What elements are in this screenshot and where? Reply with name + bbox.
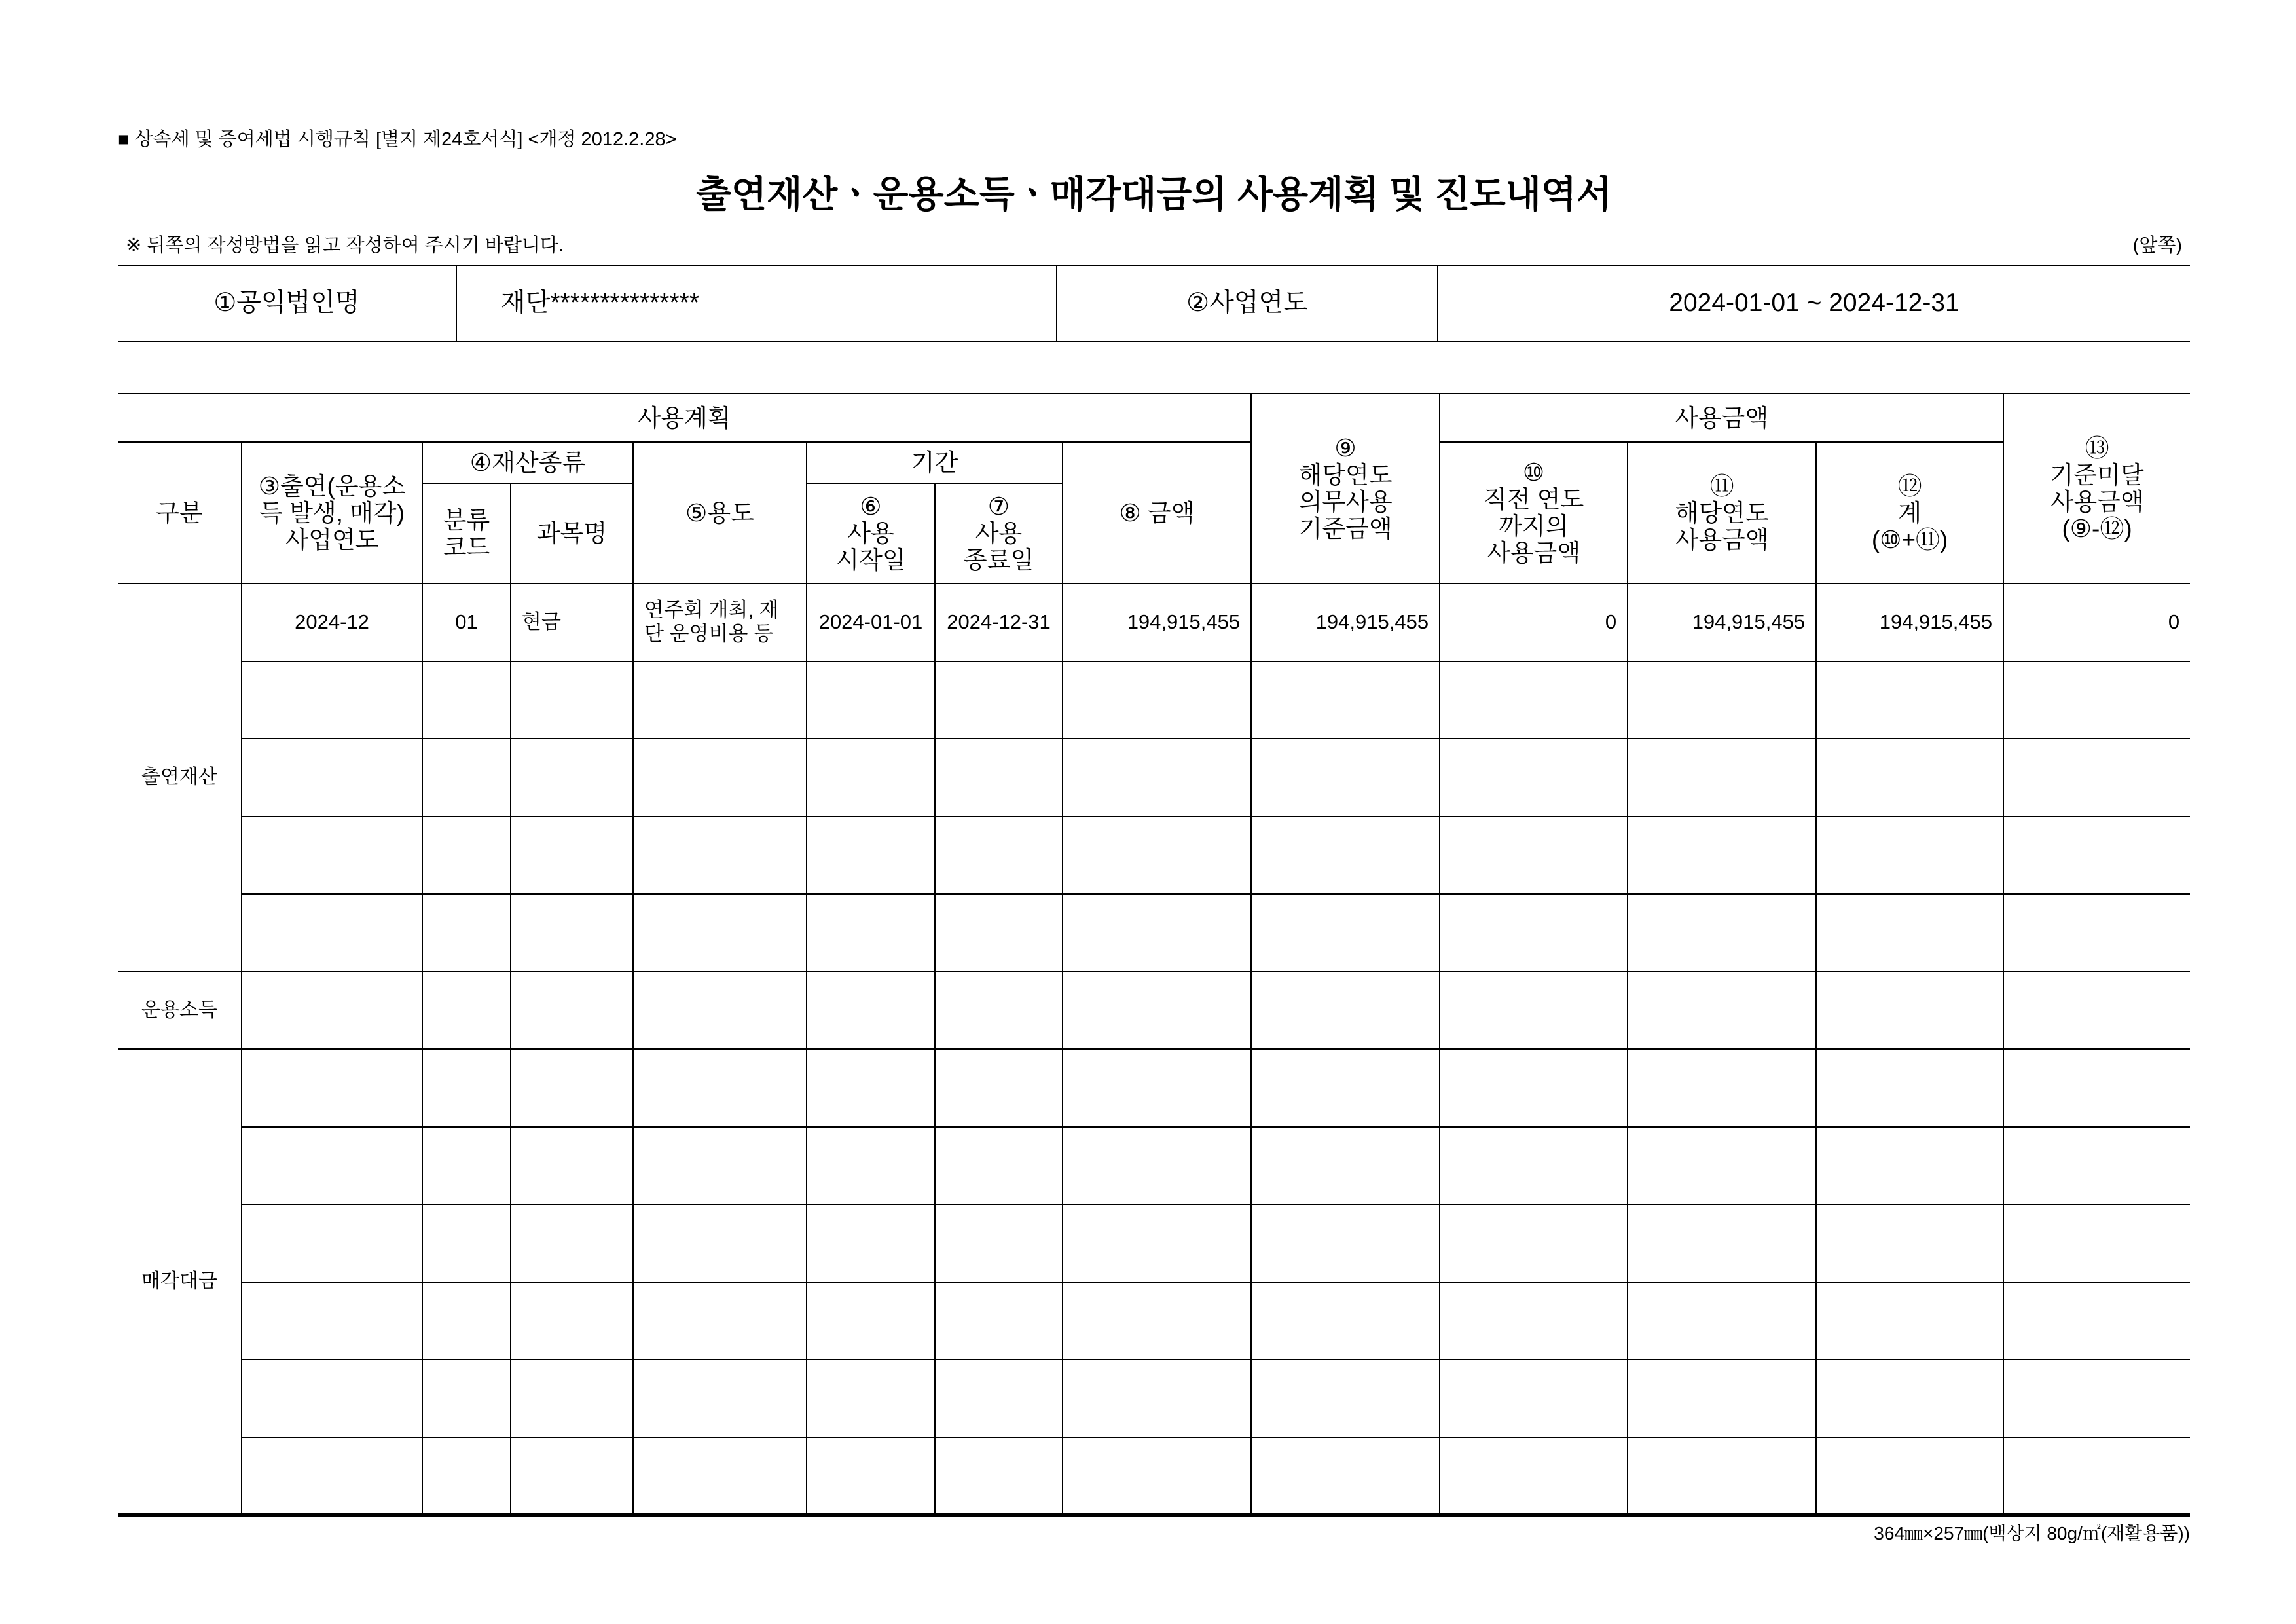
total-used-cell (1816, 1127, 2003, 1205)
table-row (118, 1437, 2190, 1515)
org-name-value: 재단*************** (456, 265, 1057, 341)
table-row (118, 661, 2190, 739)
prior-used-cell (1440, 739, 1628, 817)
amount-cell (1063, 661, 1251, 739)
info-table (118, 265, 2190, 342)
table-header (118, 394, 2190, 583)
start-date-cell (807, 739, 935, 817)
end-date-cell (935, 661, 1063, 739)
start-date-cell (807, 894, 935, 972)
purpose-cell (633, 1437, 807, 1515)
prior-used-cell (1440, 817, 1628, 895)
purpose-cell (633, 739, 807, 817)
class-code-cell (422, 1437, 511, 1515)
shortfall-cell (2003, 1282, 2190, 1360)
prior-used-cell (1440, 1282, 1628, 1360)
table-row (118, 817, 2190, 895)
table-row (118, 1049, 2190, 1127)
table-body (118, 583, 2190, 1515)
table-row (118, 1359, 2190, 1437)
year-cell (242, 1282, 422, 1360)
class-code-cell (422, 661, 511, 739)
start-date-cell (807, 1127, 935, 1205)
fiscal-year-value: 2024-01-01 ~ 2024-12-31 (1438, 265, 2190, 341)
shortfall-cell (2003, 661, 2190, 739)
account-name-cell (511, 661, 633, 739)
required-amount-cell (1251, 817, 1440, 895)
current-used-cell (1628, 1127, 1816, 1205)
account-name-cell (511, 1204, 633, 1282)
required-amount-cell (1251, 972, 1440, 1050)
year-cell (242, 1437, 422, 1515)
purpose-cell (633, 972, 807, 1050)
shortfall-cell (2003, 1204, 2190, 1282)
class-code-cell (422, 1359, 511, 1437)
end-date-cell (935, 739, 1063, 817)
shortfall-cell (2003, 739, 2190, 817)
total-used-header: ⑫ 계 (⑩+⑪) (1816, 442, 2003, 583)
required-amount-cell (1251, 1359, 1440, 1437)
instruction-notice: ※ 뒤쪽의 작성방법을 읽고 작성하여 주시기 바랍니다. (126, 235, 564, 256)
current-used-header: ⑪ 해당연도 사용금액 (1628, 442, 1816, 583)
purpose-cell: 연주회 개최, 재 단 운영비용 등 (633, 583, 807, 661)
year-cell (242, 1204, 422, 1282)
purpose-cell (633, 894, 807, 972)
table-row (118, 739, 2190, 817)
current-used-cell (1628, 1049, 1816, 1127)
shortfall-cell (2003, 972, 2190, 1050)
year-cell: 2024-12 (242, 583, 422, 661)
class-code-cell (422, 817, 511, 895)
shortfall-cell (2003, 1127, 2190, 1205)
current-used-cell (1628, 972, 1816, 1050)
end-date-cell (935, 894, 1063, 972)
year-cell (242, 1049, 422, 1127)
shortfall-cell: 0 (2003, 583, 2190, 661)
start-date-cell (807, 972, 935, 1050)
total-used-cell (1816, 739, 2003, 817)
class-code-cell (422, 739, 511, 817)
start-date-cell (807, 1282, 935, 1360)
total-used-cell (1816, 894, 2003, 972)
amount-cell (1063, 1282, 1251, 1360)
class-code-cell: 01 (422, 583, 511, 661)
end-date-cell: 2024-12-31 (935, 583, 1063, 661)
start-date-cell: 2024-01-01 (807, 583, 935, 661)
start-date-cell (807, 1049, 935, 1127)
purpose-cell (633, 1204, 807, 1282)
year-cell (242, 1359, 422, 1437)
amount-header: ⑧ 금액 (1063, 442, 1251, 583)
shortfall-cell (2003, 1437, 2190, 1515)
class-code-cell (422, 894, 511, 972)
class-code-cell (422, 1127, 511, 1205)
start-date-cell (807, 817, 935, 895)
total-used-cell (1816, 1049, 2003, 1127)
class-code-cell (422, 1049, 511, 1127)
required-amount-cell (1251, 1437, 1440, 1515)
shortfall-cell (2003, 1049, 2190, 1127)
amount-cell (1063, 1437, 1251, 1515)
total-used-cell (1816, 1437, 2003, 1515)
table-row (118, 1282, 2190, 1360)
fiscal-year-label: ②사업연도 (1057, 265, 1438, 341)
required-amount-cell: 194,915,455 (1251, 583, 1440, 661)
current-used-cell (1628, 894, 1816, 972)
table-row (118, 1204, 2190, 1282)
period-header: 기간 (807, 442, 1063, 483)
current-used-cell (1628, 661, 1816, 739)
amount-cell (1063, 817, 1251, 895)
header-row (118, 394, 2190, 442)
section-contribution: 출연재산 (118, 583, 242, 972)
usage-plan-header: 사용계획 (118, 394, 1251, 442)
end-date-cell (935, 817, 1063, 895)
amount-cell (1063, 894, 1251, 972)
table-row (118, 894, 2190, 972)
end-date-cell (935, 972, 1063, 1050)
amount-cell (1063, 1127, 1251, 1205)
current-used-cell (1628, 1437, 1816, 1515)
total-used-cell: 194,915,455 (1816, 583, 2003, 661)
header-row (118, 442, 2190, 483)
required-amount-cell (1251, 894, 1440, 972)
account-name-cell (511, 1437, 633, 1515)
required-amount-cell (1251, 1204, 1440, 1282)
info-body (118, 265, 2190, 341)
account-name-header: 과목명 (511, 483, 633, 583)
account-name-cell (511, 972, 633, 1050)
category-header: 구분 (118, 442, 242, 583)
amount-cell (1063, 739, 1251, 817)
usage-plan-table (118, 393, 2190, 1517)
table-row (118, 583, 2190, 661)
prior-used-cell (1440, 1204, 1628, 1282)
shortfall-cell (2003, 1359, 2190, 1437)
form-reference: ■ 상속세 및 증여세법 시행규칙 [별지 제24호서식] <개정 2012.2.28> (118, 129, 677, 150)
notice-row (118, 234, 2190, 257)
account-name-cell (511, 894, 633, 972)
account-name-cell (511, 817, 633, 895)
purpose-header: ⑤용도 (633, 442, 807, 583)
prior-used-cell (1440, 972, 1628, 1050)
required-amount-cell (1251, 1049, 1440, 1127)
amount-cell (1063, 972, 1251, 1050)
total-used-cell (1816, 1359, 2003, 1437)
account-name-cell (511, 739, 633, 817)
shortfall-cell (2003, 817, 2190, 895)
end-date-cell (935, 1049, 1063, 1127)
end-date-cell (935, 1437, 1063, 1515)
current-used-cell (1628, 1282, 1816, 1360)
current-used-cell (1628, 739, 1816, 817)
prior-used-cell (1440, 661, 1628, 739)
total-used-cell (1816, 972, 2003, 1050)
account-name-cell (511, 1359, 633, 1437)
amount-cell (1063, 1204, 1251, 1282)
year-cell (242, 972, 422, 1050)
total-used-cell (1816, 1282, 2003, 1360)
class-code-cell (422, 1204, 511, 1282)
prior-used-cell (1440, 1437, 1628, 1515)
end-date-cell (935, 1282, 1063, 1360)
section-sale-proceeds: 매각대금 (118, 1049, 242, 1515)
prior-used-cell (1440, 894, 1628, 972)
usage-amount-header: 사용금액 (1440, 394, 2003, 442)
end-date-header: ⑦ 사용 종료일 (935, 483, 1063, 583)
year-cell (242, 1127, 422, 1205)
required-amount-cell (1251, 661, 1440, 739)
year-cell (242, 739, 422, 817)
year-cell (242, 661, 422, 739)
current-used-cell (1628, 1204, 1816, 1282)
asset-type-header: ④재산종류 (422, 442, 633, 483)
current-used-cell (1628, 1359, 1816, 1437)
start-date-cell (807, 1359, 935, 1437)
total-used-cell (1816, 1204, 2003, 1282)
prior-used-header: ⑩ 직전 연도 까지의 사용금액 (1440, 442, 1628, 583)
required-amount-cell (1251, 1127, 1440, 1205)
account-name-cell: 현금 (511, 583, 633, 661)
shortfall-cell (2003, 894, 2190, 972)
start-date-header: ⑥ 사용 시작일 (807, 483, 935, 583)
amount-cell (1063, 1049, 1251, 1127)
purpose-cell (633, 1049, 807, 1127)
table-row (118, 972, 2190, 1050)
page-side-label: (앞쪽) (2132, 235, 2182, 256)
required-amount-cell (1251, 1282, 1440, 1360)
account-name-cell (511, 1049, 633, 1127)
current-used-cell: 194,915,455 (1628, 583, 1816, 661)
purpose-cell (633, 661, 807, 739)
account-name-cell (511, 1282, 633, 1360)
start-date-cell (807, 661, 935, 739)
end-date-cell (935, 1359, 1063, 1437)
required-amount-header: ⑨ 해당연도 의무사용 기준금액 (1251, 394, 1440, 583)
start-date-cell (807, 1437, 935, 1515)
prior-used-cell (1440, 1049, 1628, 1127)
contribution-year-header: ③출연(운용소 득 발생, 매각) 사업연도 (242, 442, 422, 583)
org-name-label: ①공익법인명 (118, 265, 456, 341)
section-operating-income: 운용소득 (118, 972, 242, 1050)
year-cell (242, 894, 422, 972)
prior-used-cell (1440, 1127, 1628, 1205)
start-date-cell (807, 1204, 935, 1282)
prior-used-cell (1440, 1359, 1628, 1437)
total-used-cell (1816, 661, 2003, 739)
prior-used-cell: 0 (1440, 583, 1628, 661)
purpose-cell (633, 817, 807, 895)
purpose-cell (633, 1359, 807, 1437)
table-row (118, 1127, 2190, 1205)
purpose-cell (633, 1282, 807, 1360)
purpose-cell (633, 1127, 807, 1205)
account-name-cell (511, 1127, 633, 1205)
current-used-cell (1628, 817, 1816, 895)
info-row (118, 265, 2190, 341)
paper-spec: 364㎜×257㎜(백상지 80g/㎡(재활용품)) (1874, 1523, 2190, 1543)
shortfall-header: ⑬ 기준미달 사용금액 (⑨-⑫) (2003, 394, 2190, 583)
year-cell (242, 817, 422, 895)
class-code-cell (422, 1282, 511, 1360)
amount-cell: 194,915,455 (1063, 583, 1251, 661)
end-date-cell (935, 1127, 1063, 1205)
class-code-cell (422, 972, 511, 1050)
class-code-header: 분류 코드 (422, 483, 511, 583)
amount-cell (1063, 1359, 1251, 1437)
end-date-cell (935, 1204, 1063, 1282)
required-amount-cell (1251, 739, 1440, 817)
total-used-cell (1816, 817, 2003, 895)
page-title: 출연재산ㆍ운용소득ㆍ매각대금의 사용계획 및 진도내역서 (695, 174, 1613, 215)
